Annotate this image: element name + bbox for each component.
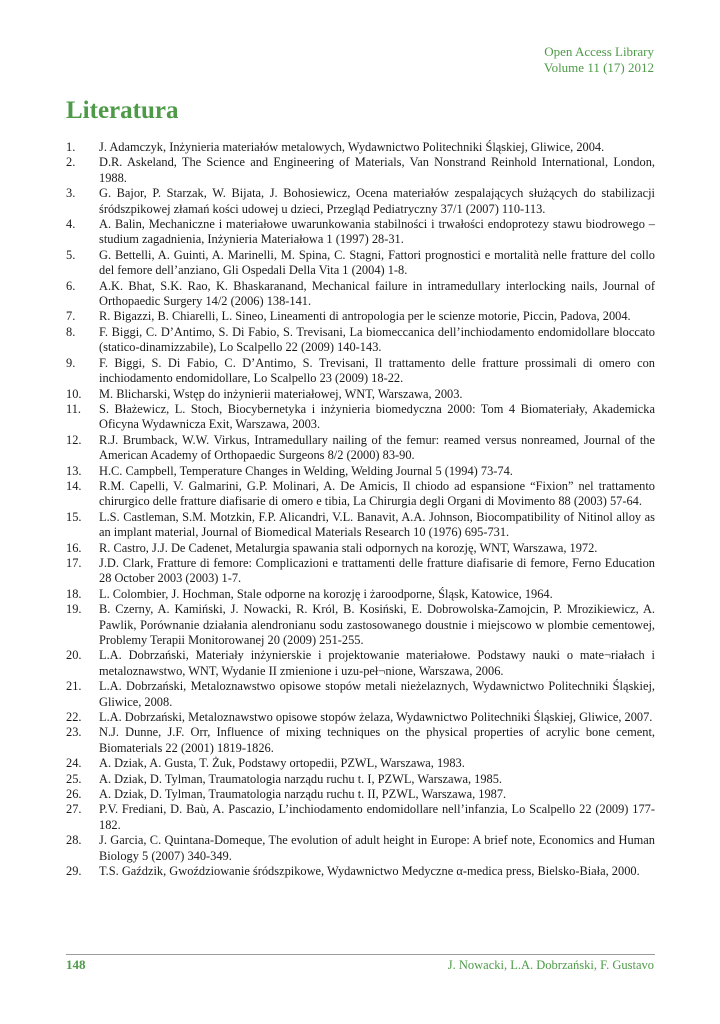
reference-number: 15. — [66, 509, 82, 524]
reference-item — [66, 464, 655, 479]
reference-number: 8. — [66, 324, 76, 339]
reference-item — [66, 402, 655, 433]
reference-number: 9. — [66, 355, 76, 370]
reference-text: P.V. Frediani, D. Baù, A. Pascazio, L’inchiodamento endomidollare nell’infanzia, Lo Scalpello 22 (2009) 177-182. — [99, 802, 655, 832]
reference-number: 17. — [66, 555, 82, 570]
reference-item — [66, 186, 655, 217]
reference-number: 4. — [66, 217, 76, 232]
reference-item — [66, 387, 655, 402]
page-number: 148 — [66, 957, 86, 972]
reference-text: L.A. Dobrzański, Metaloznawstwo opisowe stopów żelaza, Wydawnictwo Politechniki Śląskiej, Gliwice, 2007. — [99, 710, 653, 725]
reference-item — [66, 309, 655, 324]
reference-text: L.A. Dobrzański, Metaloznawstwo opisowe stopów metali nieżelaznych, Wydawnictwo Politechniki Śląskiej, Gliwice, 2008. — [99, 679, 655, 709]
reference-text: J. Adamczyk, Inżynieria materiałów metalowych, Wydawnictwo Politechniki Śląskiej, Gliwice, 2004. — [99, 140, 605, 154]
reference-text: A. Dziak, D. Tylman, Traumatologia narządu ruchu t. II, PZWL, Warszawa, 1987. — [99, 787, 507, 802]
reference-number: 19. — [66, 602, 82, 617]
reference-item — [66, 756, 655, 771]
reference-text: N.J. Dunne, J.F. Orr, Influence of mixing techniques on the physical properties of acrylic bone cement, Biomaterials 22 (2001) 1819-1826. — [99, 725, 655, 755]
reference-text: R.J. Brumback, W.W. Virkus, Intramedullary nailing of the femur: reamed versus nonreamed, Journal of the American Academy of Orthopaedic Surgeons 8/2 (2000) 83-90. — [99, 432, 655, 463]
reference-number: 23. — [66, 725, 82, 740]
reference-number: 10. — [66, 386, 82, 401]
reference-item — [66, 725, 655, 756]
reference-item — [66, 325, 655, 356]
reference-text: J. Garcia, C. Quintana-Domeque, The evolution of adult height in Europe: A brief note, Economics and Human Biology 5 (2007) 340-349. — [99, 833, 655, 863]
reference-number: 14. — [66, 478, 82, 493]
reference-item — [66, 541, 655, 556]
reference-item — [66, 356, 655, 387]
reference-number: 3. — [66, 186, 76, 201]
reference-item — [66, 479, 655, 510]
reference-number: 12. — [66, 432, 82, 447]
reference-number: 11. — [66, 401, 82, 416]
reference-number: 22. — [66, 710, 82, 725]
reference-text: F. Biggi, C. D’Antimo, S. Di Fabio, S. Trevisani, La biomeccanica dell’inchiodamento endomidollare bloccato (statico-dinamizzabile), Lo Scalpello 22 (2009) 140-143. — [99, 324, 655, 355]
reference-item — [66, 587, 655, 602]
reference-text: M. Blicharski, Wstęp do inżynierii materiałowej, WNT, Warszawa, 2003. — [99, 386, 463, 401]
reference-text: L.S. Castleman, S.M. Motzkin, F.P. Alicandri, V.L. Banavit, A.A. Johnson, Biocompatibility of Nitinol alloy as an implant material, Journal of Biomedical Materials Research 10 (1976) 695-731. — [99, 509, 655, 540]
reference-text: L.A. Dobrzański, Materiały inżynierskie i projektowanie materiałowe. Podstawy nauki o mate¬riałach i metaloznawstwo, WNT, Wydanie II zmienione i uzu-peł¬nione, Warszawa, 2006. — [99, 648, 655, 678]
reference-text: A. Dziak, A. Gusta, T. Żuk, Podstawy ortopedii, PZWL, Warszawa, 1983. — [99, 756, 465, 771]
running-header — [544, 44, 654, 76]
reference-item — [66, 433, 655, 464]
footer-authors: J. Nowacki, L.A. Dobrzański, F. Gustavo — [447, 958, 654, 972]
reference-item — [66, 710, 655, 725]
reference-item — [66, 802, 655, 833]
reference-text: F. Biggi, S. Di Fabio, C. D’Antimo, S. Trevisani, Il trattamento delle fratture prossimali di omero con inchiodamento endomidollare, Lo Scalpello 23 (2009) 18-22. — [99, 355, 655, 386]
reference-text: D.R. Askeland, The Science and Engineering of Materials, Van Nonstrand Reinhold International, London, 1988. — [99, 155, 655, 185]
reference-text: A. Balin, Mechaniczne i materiałowe uwarunkowania stabilności i trwałości endoprotezy stawu biodrowego – studium zagadnienia, Inżynieria Materiałowa 1 (1997) 28-31. — [99, 217, 655, 247]
reference-text: G. Bajor, P. Starzak, W. Bijata, J. Bohosiewicz, Ocena materiałów zespalających służących do stabilizacji śródszpikowej złamań kości udowej u dzieci, Przegląd Pediatryczny 37/1 (2007) 110-113. — [99, 186, 655, 216]
reference-text: R.M. Capelli, V. Galmarini, G.P. Molinari, A. De Amicis, Il chiodo ad espansione “Fixion” nel trattamento chirurgico delle fratture diafisarie di omero e tibia, La Chirurgia degli Organi di Movimento 88 (2003) 57-64. — [99, 478, 655, 509]
reference-item — [66, 787, 655, 802]
reference-item — [66, 155, 655, 186]
reference-item — [66, 556, 655, 587]
reference-number: 16. — [66, 540, 82, 555]
volume-info: Volume 11 (17) 2012 — [543, 60, 654, 75]
reference-number: 20. — [66, 648, 82, 663]
reference-text: R. Castro, J.J. De Cadenet, Metalurgia spawania stali odpornych na korozję, WNT, Warszawa, 1972. — [99, 540, 598, 555]
reference-list — [66, 140, 655, 880]
reference-item — [66, 217, 655, 248]
section-title: Literatura — [66, 97, 179, 124]
reference-number: 28. — [66, 833, 82, 848]
reference-item — [66, 510, 655, 541]
reference-number: 7. — [66, 309, 76, 324]
reference-item — [66, 648, 655, 679]
reference-number: 29. — [66, 864, 82, 879]
reference-item — [66, 772, 655, 787]
reference-text: G. Bettelli, A. Guinti, A. Marinelli, M. Spina, C. Stagni, Fattori prognostici e mortalità nelle fratture del collo del femore dell’anziano, Gli Ospedali Della Vita 1 (2004) 1-8. — [99, 247, 655, 278]
reference-number: 25. — [66, 771, 82, 786]
reference-text: R. Bigazzi, B. Chiarelli, L. Sineo, Lineamenti di antropologia per le scienze motorie, Piccin, Padova, 2004. — [99, 309, 631, 324]
reference-text: T.S. Gaździk, Gwoździowanie śródszpikowe, Wydawnictwo Medyczne α-medica press, Bielsko-Biała, 2000. — [99, 864, 640, 879]
reference-item — [66, 279, 655, 310]
reference-number: 21. — [66, 679, 82, 694]
reference-number: 27. — [66, 802, 82, 817]
reference-number: 18. — [66, 586, 82, 601]
reference-text: H.C. Campbell, Temperature Changes in Welding, Welding Journal 5 (1994) 73-74. — [99, 463, 513, 478]
reference-text: A. Dziak, D. Tylman, Traumatologia narządu ruchu t. I, PZWL, Warszawa, 1985. — [99, 771, 503, 786]
reference-number: 13. — [66, 463, 82, 478]
reference-text: L. Colombier, J. Hochman, Stale odporne na korozję i żaroodporne, Śląsk, Katowice, 1964. — [99, 586, 553, 601]
reference-text: B. Czerny, A. Kamiński, J. Nowacki, R. Król, B. Kosiński, E. Dobrowolska-Zamojcin, P. Mrozikiewicz, A. Pawlik, Porównanie działania alendronianu sodu zastosowanego doustnie i miejscowo w plombie cementowej, Problemy Terapii Monitorowanej 20 (2009) 251-255. — [99, 602, 655, 647]
reference-number: 2. — [66, 155, 76, 170]
reference-item — [66, 864, 655, 879]
reference-item — [66, 602, 655, 648]
reference-item — [66, 248, 655, 279]
footer-divider — [66, 954, 655, 955]
reference-number: 24. — [66, 756, 82, 771]
reference-text: S. Błażewicz, L. Stoch, Biocybernetyka i inżynieria biomedyczna 2000: Tom 4 Biomateriały, Akademicka Oficyna Wydawnicza Exit, Warszawa, 2003. — [99, 401, 655, 432]
reference-number: 6. — [66, 278, 76, 293]
reference-item — [66, 833, 655, 864]
reference-item — [66, 140, 655, 155]
reference-item — [66, 679, 655, 710]
reference-number: 5. — [66, 247, 76, 262]
reference-number: 1. — [66, 140, 76, 154]
reference-text: A.K. Bhat, S.K. Rao, K. Bhaskaranand, Mechanical failure in intramedullary interlocking nails, Journal of Orthopaedic Surgery 14/2 (2006) 138-141. — [99, 278, 655, 309]
library-name: Open Access Library — [544, 44, 654, 59]
reference-text: J.D. Clark, Fratture di femore: Complicazioni e trattamenti delle fratture diafisarie di femore, Ferno Education 28 October 2003 (2003) 1-7. — [99, 555, 655, 586]
reference-number: 26. — [66, 787, 82, 802]
